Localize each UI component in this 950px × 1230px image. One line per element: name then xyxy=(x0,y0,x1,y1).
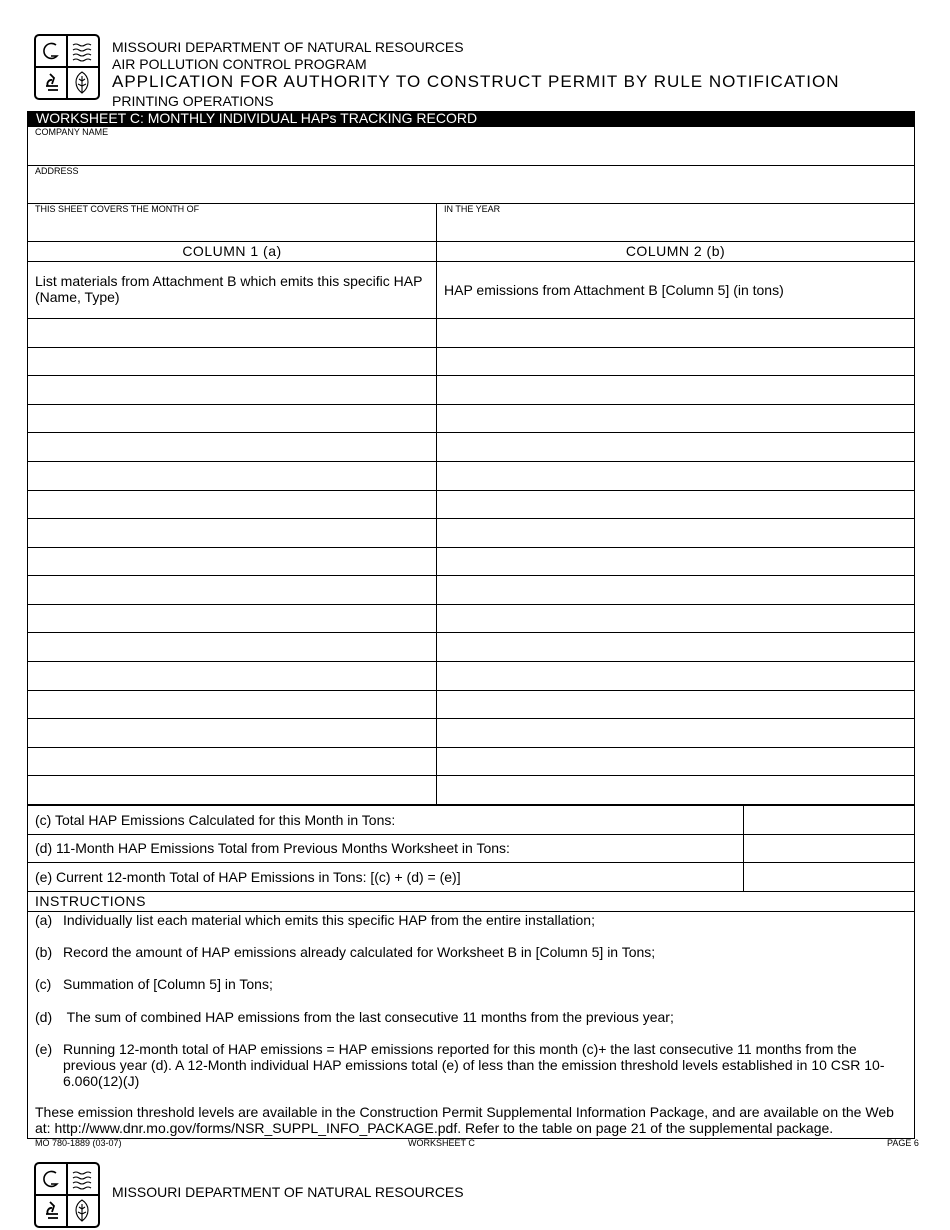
column-1-header: COLUMN 1 (a) xyxy=(182,243,282,259)
material-cell[interactable] xyxy=(35,553,430,574)
table-row xyxy=(27,690,915,719)
form-title: APPLICATION FOR AUTHORITY TO CONSTRUCT PERMIT BY RULE NOTIFICATION xyxy=(112,72,840,91)
table-row xyxy=(27,747,915,776)
material-cell[interactable] xyxy=(35,353,430,374)
column-2-header: COLUMN 2 (b) xyxy=(625,243,726,259)
table-row xyxy=(27,461,915,490)
footer-worksheet: WORKSHEET C xyxy=(408,1138,475,1148)
material-cell[interactable] xyxy=(35,467,430,488)
table-row xyxy=(27,632,915,661)
table-row xyxy=(27,604,915,633)
table-row xyxy=(27,318,915,347)
material-cell[interactable] xyxy=(35,324,430,345)
dnr-logo xyxy=(34,34,100,100)
next-page-department: MISSOURI DEPARTMENT OF NATURAL RESOURCES xyxy=(112,1184,464,1200)
program-name: AIR POLLUTION CONTROL PROGRAM xyxy=(112,56,367,72)
emissions-cell[interactable] xyxy=(444,381,909,402)
emissions-cell[interactable] xyxy=(444,467,909,488)
worksheet-title: WORKSHEET C: MONTHLY INDIVIDUAL HAPs TRACKING RECORD xyxy=(27,111,915,126)
table-row xyxy=(27,575,915,604)
total-e-field[interactable] xyxy=(745,864,913,890)
material-cell[interactable] xyxy=(35,667,430,688)
emissions-cell[interactable] xyxy=(444,781,909,802)
table-row xyxy=(27,404,915,433)
emissions-cell[interactable] xyxy=(444,724,909,745)
material-cell[interactable] xyxy=(35,524,430,545)
material-cell[interactable] xyxy=(35,638,430,659)
emissions-cell[interactable] xyxy=(444,753,909,774)
material-cell[interactable] xyxy=(35,438,430,459)
instruction-d: (d) The sum of combined HAP emissions from the last consecutive 11 months from the previous year; xyxy=(35,1009,674,1025)
instruction-c: (c) Summation of [Column 5] in Tons; xyxy=(35,976,273,992)
table-row xyxy=(27,490,915,519)
table-row xyxy=(27,432,915,461)
instruction-a: (a) Individually list each material which emits this specific HAP from the entire installation; xyxy=(35,912,595,928)
table-row xyxy=(27,775,915,804)
dnr-logo-next-page xyxy=(34,1162,100,1228)
page-number: PAGE 6 xyxy=(887,1138,919,1148)
emissions-cell[interactable] xyxy=(444,667,909,688)
threshold-note: These emission threshold levels are available in the Construction Permit Supplemental Information Package, and are available on the Web at: http://www.dnr.mo.gov/forms/NSR_SUPPL_INFO_PACKAGE.pdf. Refer to the table on page 21 of the supplemental package. xyxy=(35,1104,894,1136)
material-cell[interactable] xyxy=(35,781,430,802)
table-row xyxy=(27,518,915,547)
emissions-cell[interactable] xyxy=(444,324,909,345)
total-c-label: (c) Total HAP Emissions Calculated for this Month in Tons: xyxy=(35,812,396,828)
material-cell[interactable] xyxy=(35,753,430,774)
form-number: MO 780-1889 (03-07) xyxy=(35,1138,122,1148)
table-row xyxy=(27,347,915,376)
emissions-cell[interactable] xyxy=(444,524,909,545)
month-field[interactable] xyxy=(28,215,435,240)
instruction-e: (e) Running 12-month total of HAP emissions = HAP emissions reported for this month (c)+ the last consecutive 11 months from the previous year (d). A 12-Month individual HAP emissions total (e) of less than the emission threshold levels established in 10 CSR 10-6.060(12)(J) xyxy=(35,1041,885,1089)
material-cell[interactable] xyxy=(35,581,430,602)
material-cell[interactable] xyxy=(35,410,430,431)
year-label: IN THE YEAR xyxy=(444,204,501,214)
emissions-cell[interactable] xyxy=(444,410,909,431)
material-cell[interactable] xyxy=(35,724,430,745)
address-label: ADDRESS xyxy=(35,166,79,176)
table-row xyxy=(27,375,915,404)
emissions-cell[interactable] xyxy=(444,610,909,631)
table-row xyxy=(27,547,915,576)
column-2-description: HAP emissions from Attachment B [Column 5] (in tons) xyxy=(444,282,784,298)
company-name-field[interactable] xyxy=(28,139,914,164)
material-cell[interactable] xyxy=(35,696,430,717)
emissions-cell[interactable] xyxy=(444,553,909,574)
material-cell[interactable] xyxy=(35,381,430,402)
emissions-cell[interactable] xyxy=(444,581,909,602)
total-c-field[interactable] xyxy=(745,807,913,833)
total-d-field[interactable] xyxy=(745,835,913,861)
emissions-cell[interactable] xyxy=(444,438,909,459)
material-cell[interactable] xyxy=(35,610,430,631)
company-name-label: COMPANY NAME xyxy=(35,127,109,137)
emissions-cell[interactable] xyxy=(444,638,909,659)
table-row xyxy=(27,661,915,690)
instructions-heading: INSTRUCTIONS xyxy=(35,893,146,909)
table-row xyxy=(27,718,915,747)
material-cell[interactable] xyxy=(35,496,430,517)
column-1-description: List materials from Attachment B which emits this specific HAP (Name, Type) xyxy=(35,273,423,305)
emissions-cell[interactable] xyxy=(444,496,909,517)
form-subtitle: PRINTING OPERATIONS xyxy=(112,93,274,109)
total-d-label: (d) 11-Month HAP Emissions Total from Previous Months Worksheet in Tons: xyxy=(35,840,510,856)
year-field[interactable] xyxy=(437,215,914,240)
address-field[interactable] xyxy=(28,177,914,202)
department-name: MISSOURI DEPARTMENT OF NATURAL RESOURCES xyxy=(112,39,464,55)
instruction-b: (b) Record the amount of HAP emissions already calculated for Worksheet B in [Column 5] in Tons; xyxy=(35,944,656,960)
total-e-label: (e) Current 12-month Total of HAP Emissions in Tons: [(c) + (d) = (e)] xyxy=(35,869,461,885)
emissions-cell[interactable] xyxy=(444,353,909,374)
emissions-cell[interactable] xyxy=(444,696,909,717)
month-label: THIS SHEET COVERS THE MONTH OF xyxy=(35,204,200,214)
